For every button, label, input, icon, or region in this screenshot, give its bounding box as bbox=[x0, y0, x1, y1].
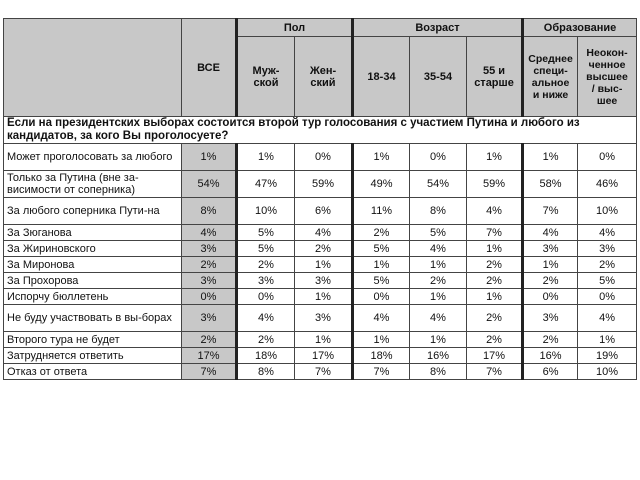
value-cell: 4% bbox=[578, 225, 637, 241]
value-all: 7% bbox=[182, 364, 237, 380]
value-cell: 2% bbox=[467, 257, 523, 273]
value-all: 54% bbox=[182, 171, 237, 198]
value-cell: 0% bbox=[410, 144, 467, 171]
value-cell: 5% bbox=[353, 273, 410, 289]
value-cell: 1% bbox=[410, 289, 467, 305]
value-cell: 5% bbox=[353, 241, 410, 257]
value-cell: 2% bbox=[410, 273, 467, 289]
header-row-groups bbox=[4, 19, 637, 37]
value-cell: 4% bbox=[237, 305, 295, 332]
row-label: За любого соперника Пути-на bbox=[4, 198, 182, 225]
value-cell: 11% bbox=[353, 198, 410, 225]
value-cell: 0% bbox=[295, 144, 353, 171]
survey-table-body bbox=[4, 19, 637, 380]
table-row bbox=[4, 171, 637, 198]
header-edu-secondary: Среднее специ- альное и ниже bbox=[523, 37, 578, 117]
value-all: 17% bbox=[182, 348, 237, 364]
value-cell: 17% bbox=[295, 348, 353, 364]
value-cell: 1% bbox=[467, 144, 523, 171]
value-cell: 3% bbox=[295, 305, 353, 332]
row-label: Может проголосовать за любого bbox=[4, 144, 182, 171]
value-cell: 7% bbox=[523, 198, 578, 225]
value-cell: 2% bbox=[237, 257, 295, 273]
table-row bbox=[4, 348, 637, 364]
table-row bbox=[4, 332, 637, 348]
value-cell: 1% bbox=[410, 332, 467, 348]
value-cell: 1% bbox=[237, 144, 295, 171]
value-cell: 1% bbox=[353, 144, 410, 171]
table-row bbox=[4, 225, 637, 241]
value-cell: 54% bbox=[410, 171, 467, 198]
table-row bbox=[4, 144, 637, 171]
value-cell: 58% bbox=[523, 171, 578, 198]
header-male: Муж- ской bbox=[237, 37, 295, 117]
value-cell: 4% bbox=[578, 305, 637, 332]
value-cell: 0% bbox=[523, 289, 578, 305]
value-cell: 4% bbox=[467, 198, 523, 225]
value-cell: 49% bbox=[353, 171, 410, 198]
header-age-18-34: 18-34 bbox=[353, 37, 410, 117]
value-cell: 5% bbox=[237, 241, 295, 257]
value-cell: 1% bbox=[353, 257, 410, 273]
table-row bbox=[4, 241, 637, 257]
value-cell: 10% bbox=[578, 198, 637, 225]
table-row bbox=[4, 289, 637, 305]
value-cell: 10% bbox=[237, 198, 295, 225]
value-cell: 1% bbox=[523, 257, 578, 273]
table-row bbox=[4, 305, 637, 332]
header-group-education: Образование bbox=[523, 19, 637, 37]
value-cell: 2% bbox=[523, 332, 578, 348]
value-cell: 1% bbox=[578, 332, 637, 348]
header-group-age: Возраст bbox=[353, 19, 523, 37]
value-cell: 2% bbox=[353, 225, 410, 241]
value-cell: 4% bbox=[353, 305, 410, 332]
value-cell: 2% bbox=[467, 305, 523, 332]
value-all: 0% bbox=[182, 289, 237, 305]
value-cell: 19% bbox=[578, 348, 637, 364]
value-all: 3% bbox=[182, 241, 237, 257]
row-label: За Жириновского bbox=[4, 241, 182, 257]
value-cell: 2% bbox=[295, 241, 353, 257]
value-cell: 4% bbox=[410, 305, 467, 332]
value-cell: 10% bbox=[578, 364, 637, 380]
value-cell: 16% bbox=[523, 348, 578, 364]
value-cell: 1% bbox=[295, 289, 353, 305]
value-cell: 2% bbox=[467, 332, 523, 348]
value-all: 2% bbox=[182, 257, 237, 273]
value-cell: 1% bbox=[410, 257, 467, 273]
value-cell: 47% bbox=[237, 171, 295, 198]
value-cell: 0% bbox=[353, 289, 410, 305]
value-cell: 7% bbox=[295, 364, 353, 380]
value-cell: 5% bbox=[578, 273, 637, 289]
value-cell: 1% bbox=[353, 332, 410, 348]
value-cell: 1% bbox=[467, 289, 523, 305]
value-cell: 1% bbox=[295, 257, 353, 273]
value-all: 1% bbox=[182, 144, 237, 171]
header-age-35-54: 35-54 bbox=[410, 37, 467, 117]
value-all: 4% bbox=[182, 225, 237, 241]
value-cell: 2% bbox=[237, 332, 295, 348]
header-all: ВСЕ bbox=[182, 19, 237, 117]
value-cell: 7% bbox=[353, 364, 410, 380]
value-cell: 18% bbox=[237, 348, 295, 364]
table-row bbox=[4, 257, 637, 273]
survey-table bbox=[3, 18, 637, 380]
value-cell: 1% bbox=[523, 144, 578, 171]
value-cell: 2% bbox=[523, 273, 578, 289]
value-cell: 0% bbox=[578, 144, 637, 171]
table-row bbox=[4, 198, 637, 225]
value-cell: 5% bbox=[237, 225, 295, 241]
header-corner bbox=[4, 19, 182, 117]
value-cell: 7% bbox=[467, 364, 523, 380]
row-label: Только за Путина (вне за-висимости от соперника) bbox=[4, 171, 182, 198]
value-cell: 18% bbox=[353, 348, 410, 364]
value-cell: 59% bbox=[295, 171, 353, 198]
value-all: 3% bbox=[182, 273, 237, 289]
value-cell: 1% bbox=[295, 332, 353, 348]
row-label: Не буду участвовать в вы-борах bbox=[4, 305, 182, 332]
header-edu-higher: Неокон- ченное высшее / выс- шее bbox=[578, 37, 637, 117]
value-all: 8% bbox=[182, 198, 237, 225]
value-cell: 17% bbox=[467, 348, 523, 364]
value-cell: 2% bbox=[578, 257, 637, 273]
row-label: Отказ от ответа bbox=[4, 364, 182, 380]
value-cell: 16% bbox=[410, 348, 467, 364]
value-cell: 8% bbox=[410, 364, 467, 380]
row-label: Второго тура не будет bbox=[4, 332, 182, 348]
value-cell: 4% bbox=[523, 225, 578, 241]
table-row bbox=[4, 364, 637, 380]
question-text: Если на президентских выборах состоится второй тур голосования с участием Путина и любого из кандидатов, за кого Вы проголосуете? bbox=[4, 117, 637, 144]
value-cell: 6% bbox=[523, 364, 578, 380]
value-cell: 3% bbox=[295, 273, 353, 289]
value-cell: 1% bbox=[467, 241, 523, 257]
value-all: 3% bbox=[182, 305, 237, 332]
row-label: За Зюганова bbox=[4, 225, 182, 241]
row-label: За Миронова bbox=[4, 257, 182, 273]
table-row bbox=[4, 273, 637, 289]
value-cell: 8% bbox=[410, 198, 467, 225]
row-label: За Прохорова bbox=[4, 273, 182, 289]
value-cell: 8% bbox=[237, 364, 295, 380]
value-cell: 7% bbox=[467, 225, 523, 241]
value-cell: 2% bbox=[467, 273, 523, 289]
value-cell: 59% bbox=[467, 171, 523, 198]
value-all: 2% bbox=[182, 332, 237, 348]
header-age-55-plus: 55 и старше bbox=[467, 37, 523, 117]
row-label: Затрудняется ответить bbox=[4, 348, 182, 364]
value-cell: 3% bbox=[237, 273, 295, 289]
value-cell: 3% bbox=[523, 305, 578, 332]
value-cell: 0% bbox=[237, 289, 295, 305]
row-label: Испорчу бюллетень bbox=[4, 289, 182, 305]
value-cell: 6% bbox=[295, 198, 353, 225]
value-cell: 3% bbox=[523, 241, 578, 257]
value-cell: 5% bbox=[410, 225, 467, 241]
value-cell: 46% bbox=[578, 171, 637, 198]
header-group-gender: Пол bbox=[237, 19, 353, 37]
question-row bbox=[4, 117, 637, 144]
value-cell: 4% bbox=[295, 225, 353, 241]
value-cell: 4% bbox=[410, 241, 467, 257]
value-cell: 0% bbox=[578, 289, 637, 305]
value-cell: 3% bbox=[578, 241, 637, 257]
header-female: Жен- ский bbox=[295, 37, 353, 117]
